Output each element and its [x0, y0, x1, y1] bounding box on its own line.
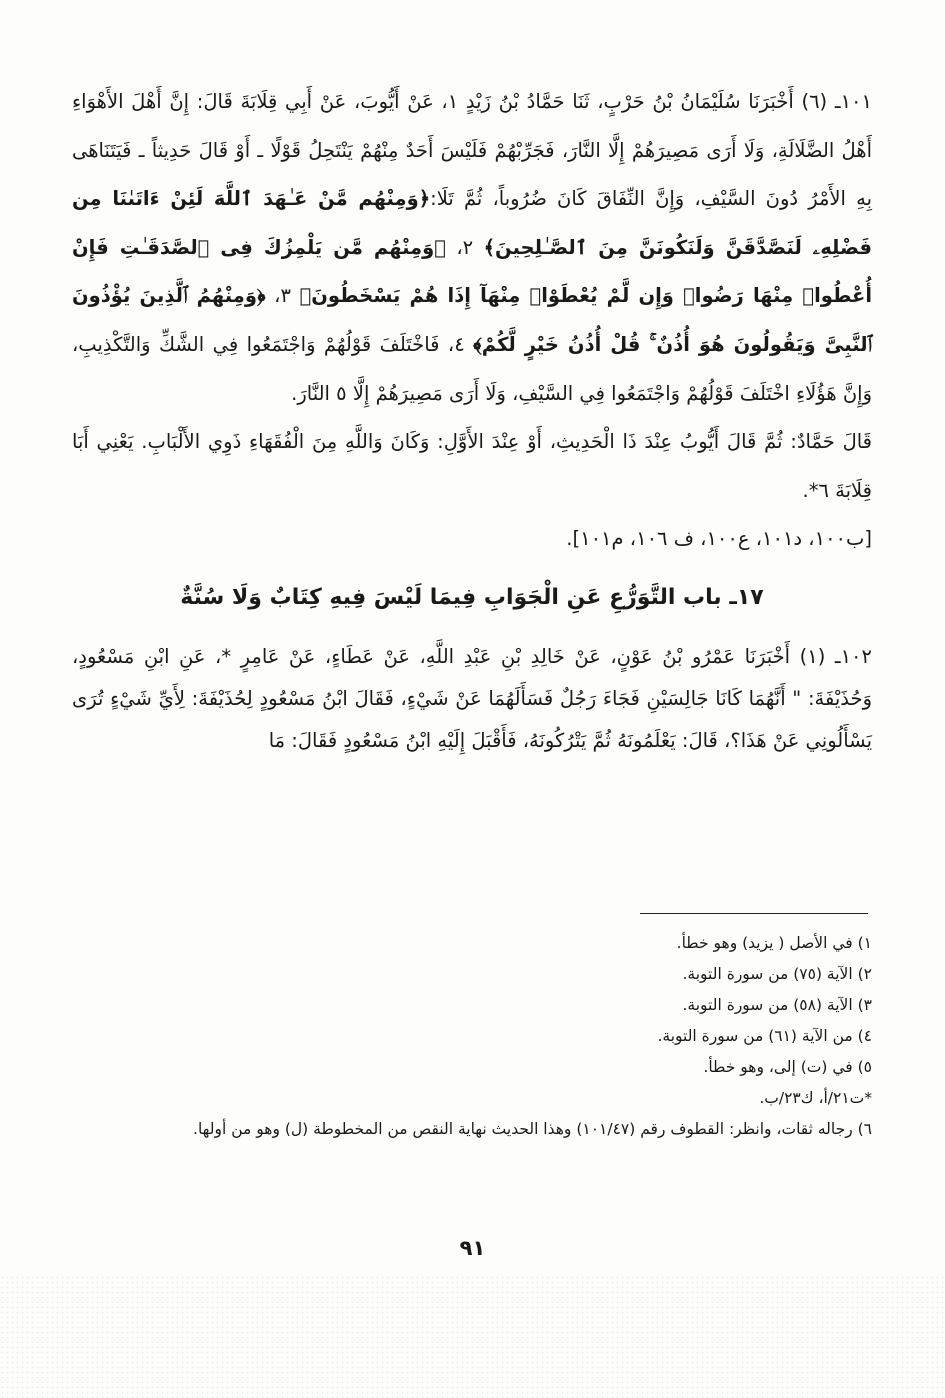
- hammad-comment: قَالَ حَمَّادٌ: ثُمَّ قَالَ أَيُّوبُ عِنْدَ ذَا الْحَدِيثِ، أَوْ عِنْدَ الأَوَّلِ: وَكَانَ وَاللَّهِ مِنَ الْفُقَهَاءِ ذَوِي الأَلْبَابِ. يَعْنِي أَبَا قِلَابَةَ ٦*.: [72, 430, 872, 502]
- footnote-3: ٣) الآية (٥٨) من سورة التوبة.: [682, 996, 872, 1014]
- footnote-separator: [640, 913, 868, 914]
- hadith-101-text: ١٠١ـ (٦) أَخْبَرَنَا سُلَيْمَانُ بْنُ حَرْبٍ، ثَنَا حَمَّادُ بْنُ زَيْدٍ ١، عَنْ أَيُّوبَ، عَنْ أَبِي قِلَابَةَ قَالَ: إِنَّ أَهْلَ الأَهْوَاءِ أَهْلُ الضَّلَالَةِ، وَلَا أَرَى مَصِيرَهُمْ إِلَّا النَّارَ، فَجَرِّبْهُمْ فَلَيْسَ أَحَدٌ مِنْهُمْ يَنْتَحِلُ قَوْلًا ـ أَوْ قَالَ حَدِيثاً ـ فَيَتَنَاهَى بِهِ الأَمْرُ دُونَ السَّيْفِ، وَإِنَّ النِّفَاقَ كَانَ ضُرُوباً، ثُمَّ تَلَا:: [72, 90, 872, 211]
- footnote-5: ٥) في (ت) إلى، وهو خطأ.: [703, 1058, 872, 1076]
- hadith-101-continuation: ٤، فَاخْتَلَفَ قَوْلُهُمْ وَاجْتَمَعُوا فِي الشَّكِّ وَالتَّكْذِيبِ، وَإِنَّ هَؤُلَاءِ اخْتَلَفَ قَوْلُهُمْ وَاجْتَمَعُوا فِي السَّيْفِ، وَلَا أَرَى مَصِيرَهُمْ إِلَّا ٥ النَّارَ.: [72, 332, 872, 405]
- footnote-4: ٤) من الآية (٦١) من سورة التوبة.: [657, 1027, 872, 1045]
- source-references: [ب١٠٠، د١٠١، ع١٠٠، ف ١٠٦، م١٠١].: [566, 527, 872, 551]
- footnote-mark-2: ٢،: [445, 235, 484, 259]
- hadith-101: [72, 78, 872, 564]
- footnote-6: ٦) رجاله ثقات، وانظر: القطوف رقم (١٠١/٤٧) وهذا الحديث نهاية النقص من المخطوطة (ل) وهو من أولها.: [193, 1120, 872, 1138]
- hadith-102: ١٠٢ـ (١) أَخْبَرَنَا عَمْرُو بْنُ عَوْنٍ، عَنْ خَالِدِ بْنِ عَبْدِ اللَّهِ، عَنْ عَطَاءٍ، عَنْ عَامِرٍ *، عَنِ ابْنِ مَسْعُودٍ، وَحُذَيْفَةَ: " أَنَّهُمَا كَانَا جَالِسَيْنِ فَجَاءَ رَجُلٌ فَسَأَلَهُمَا عَنْ شَيْءٍ، فَقَالَ ابْنُ مَسْعُودٍ لِحُذَيْفَةَ: لِأَيِّ شَيْءٍ تُرَى يَسْأَلُونِي عَنْ هَذَا؟، قَالَ: يَعْلَمُونَهُ ثُمَّ يَتْرُكُونَهُ، فَأَقْبَلَ إِلَيْهِ ابْنُ مَسْعُودٍ فَقَالَ: مَا: [72, 645, 872, 752]
- page-number: ٩١: [459, 1236, 486, 1260]
- footnote-2: ٢) الآية (٧٥) من سورة التوبة.: [682, 965, 872, 983]
- quran-verse-2: ﴿وَمِنْهُم مَّن يَلْمِزُكَ فِى ٱلصَّدَقَـٰتِ فَإِنْ أُعْطُوا۟ مِنْهَا رَضُوا۟ وَإِن لَّمْ يُعْطَوْا۟ مِنْهَآ إِذَا هُمْ يَسْخَطُونَ﴾: [72, 235, 872, 308]
- quran-verse-3: ﴿وَمِنْهُمُ ٱلَّذِينَ يُؤْذُونَ ٱلنَّبِىَّ وَيَقُولُونَ هُوَ أُذُنٌ ۚ قُلْ أُذُنُ خَيْرٍ لَّكُمْ﴾: [72, 284, 873, 356]
- scan-noise: [0, 1275, 945, 1398]
- quran-verse-1: ﴿وَمِنْهُم مَّنْ عَـٰهَدَ ٱللَّهَ لَئِنْ ءَاتَىٰنَا مِن فَضْلِهِۦ لَنَصَّدَّقَنَّ وَلَنَكُونَنَّ مِنَ ٱلصَّـٰلِحِينَ﴾: [72, 187, 872, 259]
- footnote-1: ١) في الأصل ( يزيد) وهو خطأ.: [676, 934, 872, 952]
- hadith-101-paragraph: [72, 78, 872, 418]
- chapter-title: ١٧ـ باب التَّوَرُّعِ عَنِ الْجَوَابِ فِيمَا لَيْسَ فِيهِ كِتَابٌ وَلَا سُنَّةٌ: [180, 585, 764, 610]
- footnotes: [72, 928, 872, 1145]
- footnote-manuscript: *ت٢١/أ، ك٢٣/ب.: [759, 1089, 872, 1107]
- footnote-mark-3: ٣،: [265, 284, 300, 308]
